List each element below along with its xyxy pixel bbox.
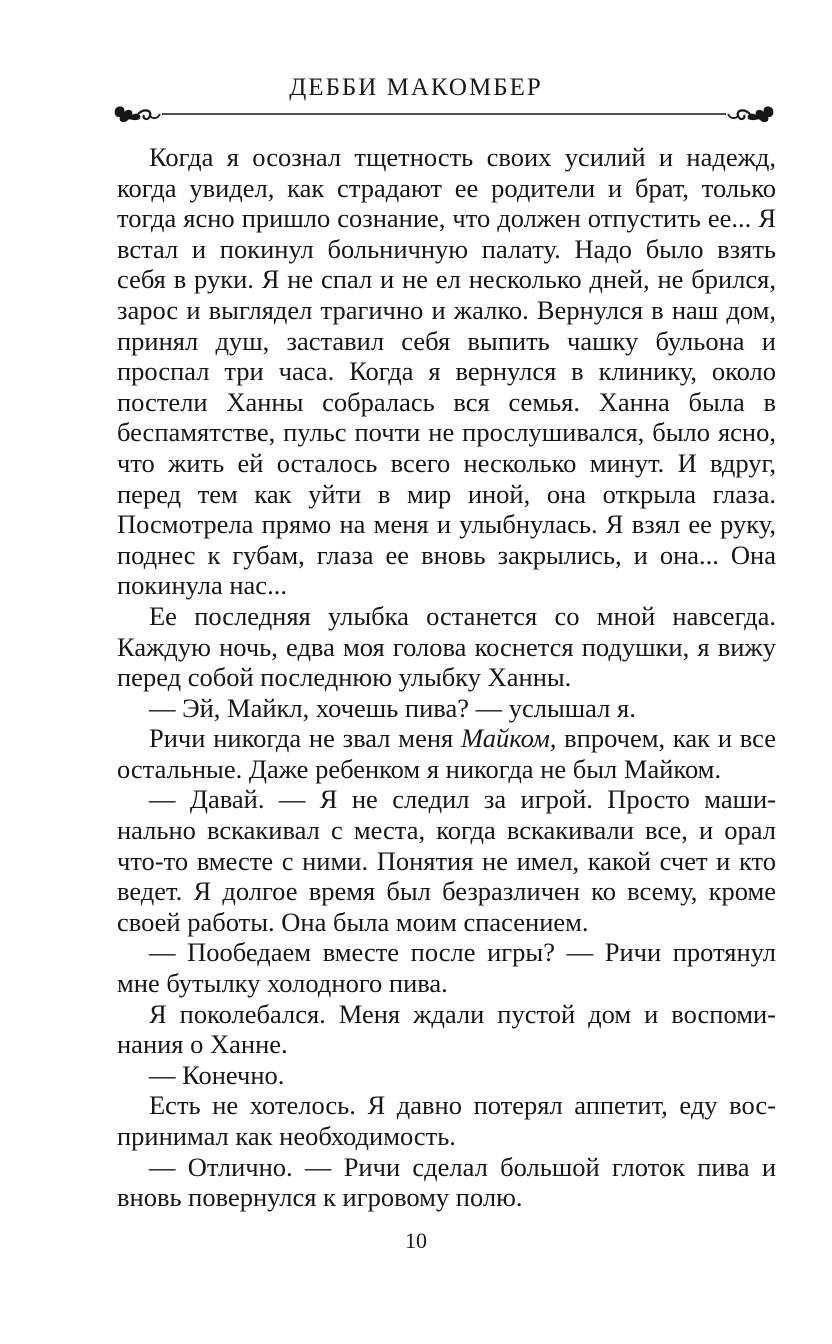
paragraph: — Давай. — Я не следил за игрой. Просто машинально вскакивал с места, когда вскакивали все, и орал что-то вместе с ними. Понятия не имел, какой счет и кто ведет. Я долгое время был безразличен ко всему, кроме своей работы. Она была моим спасением. — [117, 784, 776, 937]
paragraph: — Конечно. — [149, 1059, 285, 1090]
paragraph: Я поколебался. Меня ждали пустой дом и воспоминания о Ханне. — [117, 998, 776, 1060]
italic-name: Майком, — [461, 723, 557, 754]
header-ornament-rule — [112, 100, 776, 128]
paragraph: Когда я осознал тщетность своих усилий и надежд, когда увидел, как страдают ее родители и брат, только тогда ясно пришло сознание, что должен отпустить ее... Я встал и покинул больничную палату. Надо было взять себя в руки. Я не спал и не ел несколько дней, не брился, зарос и выглядел трагично и жалко. Вернулся в наш дом, принял душ, заставил себя выпить чашку бульона и проспал три часа. Когда я вернулся в клинику, около постели Ханны собралась вся семья. Ханна была в беспамятстве, пульс почти не прослушивался, было ясно, что жить ей осталось всего несколько минут. И вдруг, перед тем как уйти в мир иной, она открыла глаза. Посмотрела прямо на меня и улыбнулась. Я взял ее руку, поднес к губам, глаза ее вновь закрылись, и она... Она покинула нас... — [117, 142, 776, 601]
paragraph: Ее последняя улыбка останется со мной навсегда. Каждую ночь, едва моя голова коснется подушки, я вижу перед собой последнюю улыбку Ханны. — [117, 600, 776, 693]
right-flourish-icon — [728, 106, 773, 122]
paragraph: — Отлично. — Ричи сделал большой глоток пива и вновь повернулся к игровому полю. — [117, 1151, 776, 1213]
paragraph-text: Ричи никогда не звал меня — [149, 723, 461, 754]
paragraph-text: впрочем, как и все остальные. Даже ребенком я никогда не был Майком. — [117, 723, 777, 784]
left-flourish-icon — [115, 106, 160, 122]
paragraph: — Пообедаем вместе после игры? — Ричи протянул мне бутылку холодного пива. — [117, 937, 776, 999]
running-header-author: ДЕББИ МАКОМБЕР — [289, 74, 543, 101]
body-text — [117, 142, 776, 1213]
paragraph: — Эй, Майкл, хочешь пива? — услышал я. — [149, 692, 636, 723]
paragraph: Есть не хотелось. Я давно потерял аппетит, еду воспринимал как необходимость. — [117, 1090, 776, 1151]
page-number: 10 — [405, 1228, 427, 1253]
paragraph — [117, 723, 776, 784]
